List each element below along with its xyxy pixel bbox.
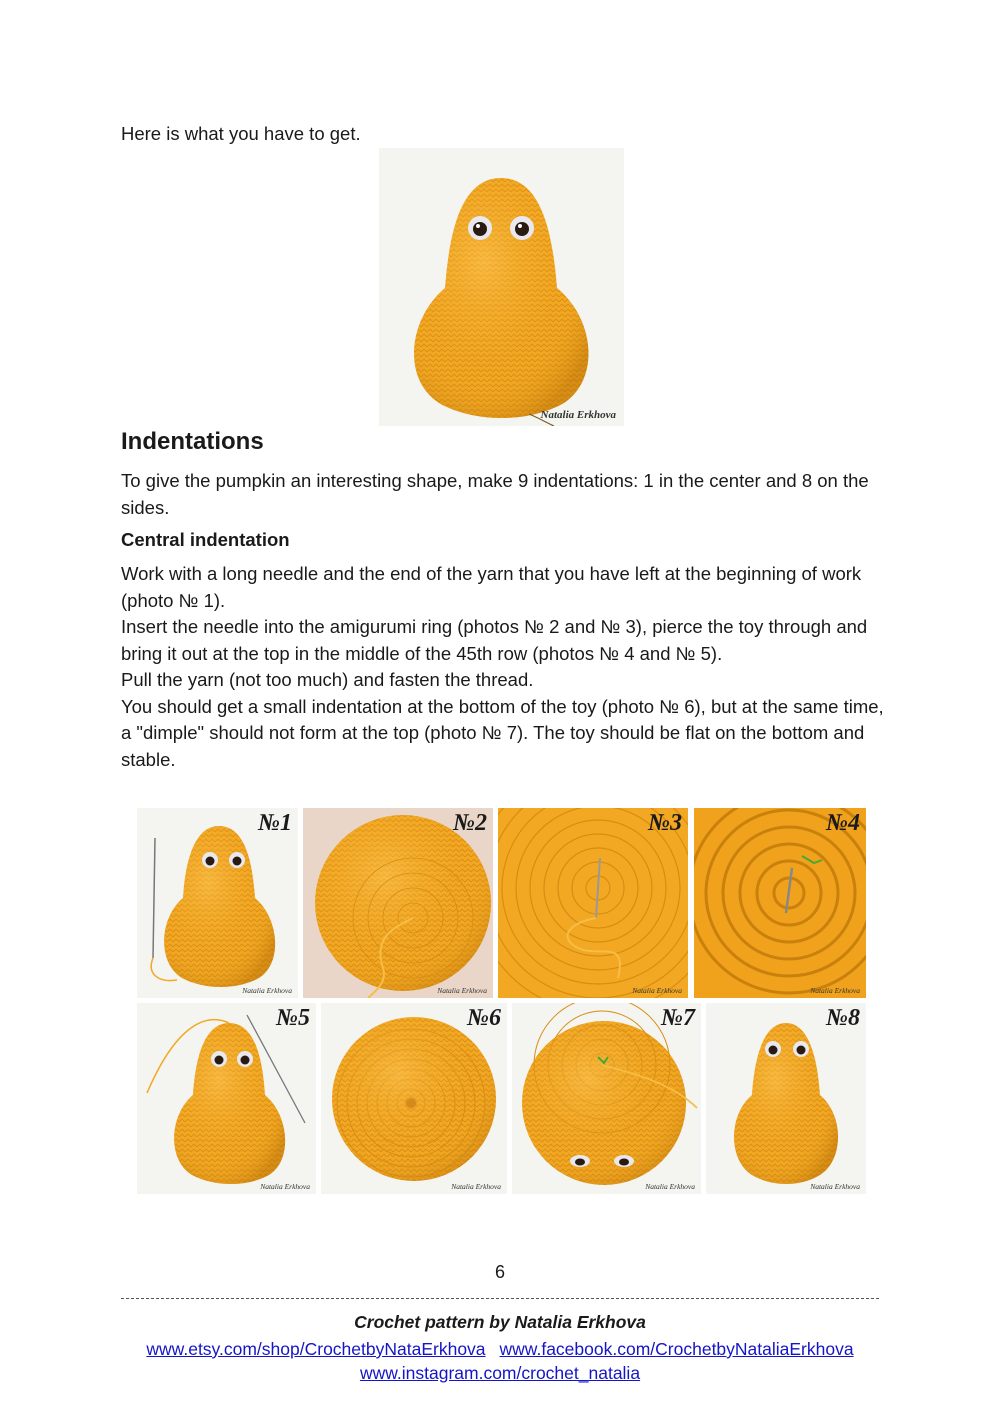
photo-watermark: Natalia Erkhova — [632, 986, 682, 995]
pumpkin-figure — [379, 148, 624, 426]
main-pumpkin-photo — [379, 148, 624, 426]
step-photo-6 — [321, 1003, 507, 1194]
step-photo-1 — [137, 808, 298, 998]
subsection-title: Central indentation — [121, 529, 290, 550]
instruction-paragraph: Work with a long needle and the end of the yarn that you have left at the beginning of work (photo № 1). — [121, 563, 862, 611]
step-photo-3 — [498, 808, 688, 998]
step-photo-4 — [694, 808, 866, 998]
step-photo-2 — [303, 808, 493, 998]
footer-title: Crochet pattern by Natalia Erkhova — [354, 1312, 646, 1332]
step-photo-8 — [706, 1003, 866, 1194]
photo-number-label: №8 — [826, 1005, 860, 1031]
instruction-paragraph: Pull the yarn (not too much) and fasten the thread. — [121, 669, 534, 690]
intro-text: Here is what you have to get. — [121, 123, 361, 144]
photo-watermark: Natalia Erkhova — [260, 1182, 310, 1191]
etsy-link[interactable]: www.etsy.com/shop/CrochetbyNataErkhova — [146, 1339, 486, 1359]
instruction-paragraph: Insert the needle into the amigurumi ring (photos № 2 and № 3), pierce the toy through and bring it out at the top in the middle of the 45th row (photos № 4 and № 5). — [121, 616, 868, 664]
facebook-link[interactable]: www.facebook.com/CrochetbyNataliaErkhova — [499, 1339, 854, 1359]
photo-number-label: №2 — [453, 810, 487, 836]
photo-number-label: №5 — [276, 1005, 310, 1031]
page-number: 6 — [494, 1262, 505, 1282]
photo-watermark: Natalia Erkhova — [810, 986, 860, 995]
section-title: Indentations — [121, 428, 264, 455]
photo-number-label: №3 — [648, 810, 682, 836]
photo-watermark: Natalia Erkhova — [242, 986, 292, 995]
photo-number-label: №4 — [826, 810, 860, 836]
footer-links — [0, 1337, 1000, 1385]
photo-watermark: Natalia Erkhova — [645, 1182, 695, 1191]
photo-watermark: Natalia Erkhova — [451, 1182, 501, 1191]
photo-number-label: №1 — [258, 810, 292, 836]
step-photo-7 — [512, 1003, 701, 1194]
photo-watermark: Natalia Erkhova — [810, 1182, 860, 1191]
footer-divider — [121, 1298, 879, 1299]
photo-number-label: №7 — [661, 1005, 695, 1031]
step-photo-5 — [137, 1003, 316, 1194]
instagram-link[interactable]: www.instagram.com/crochet_natalia — [359, 1363, 641, 1383]
section-description: To give the pumpkin an interesting shape, make 9 indentations: 1 in the center and 8 on the sides. — [121, 470, 869, 518]
photo-watermark: Natalia Erkhova — [540, 409, 616, 421]
photo-watermark: Natalia Erkhova — [437, 986, 487, 995]
photo-number-label: №6 — [467, 1005, 501, 1031]
instruction-paragraph: You should get a small indentation at the bottom of the toy (photo № 6), but at the same time, a "dimple" should not form at the top (photo № 7). The toy should be flat on the bottom and stable. — [121, 695, 884, 770]
instructions-body — [121, 561, 891, 773]
